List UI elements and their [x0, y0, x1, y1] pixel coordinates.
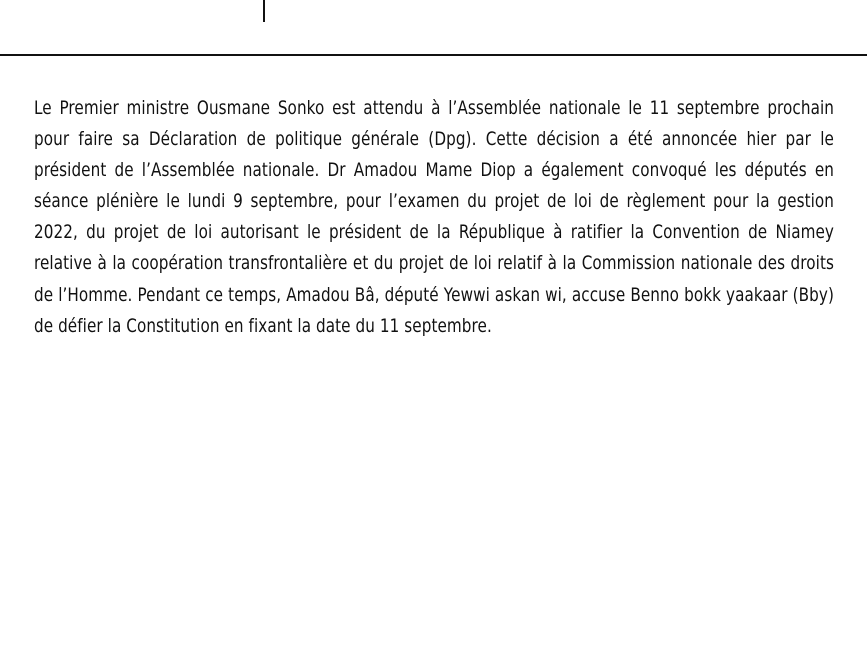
article-paragraph: Le Premier ministre Ousmane Sonko est attendu à l’Assemblée nationale le 11 septembre prochain pour faire sa Déclaration de politique générale (Dpg). Cette décision a été annoncée hier par le président de l’Assemblée nationale. Dr Amadou Mame Diop a également convoqué les députés en séance plénière le lundi 9 septembre, pour l’examen du projet de loi de règlement pour la gestion 2022, du projet de loi autorisant le président de la République à ratifier la Convention de Niamey relative à la coopération transfrontalière et du projet de loi relatif à la Commission nationale des droits de l’Homme. Pendant ce temps, Amadou Bâ, député Yewwi askan wi, accuse Benno bokk yaakaar (Bby) de défier la Constitution en fixant la date du 11 septembre.: [34, 97, 834, 337]
header-rule: [0, 54, 867, 56]
column-divider-tick: [263, 0, 265, 22]
article-body: [34, 93, 834, 342]
